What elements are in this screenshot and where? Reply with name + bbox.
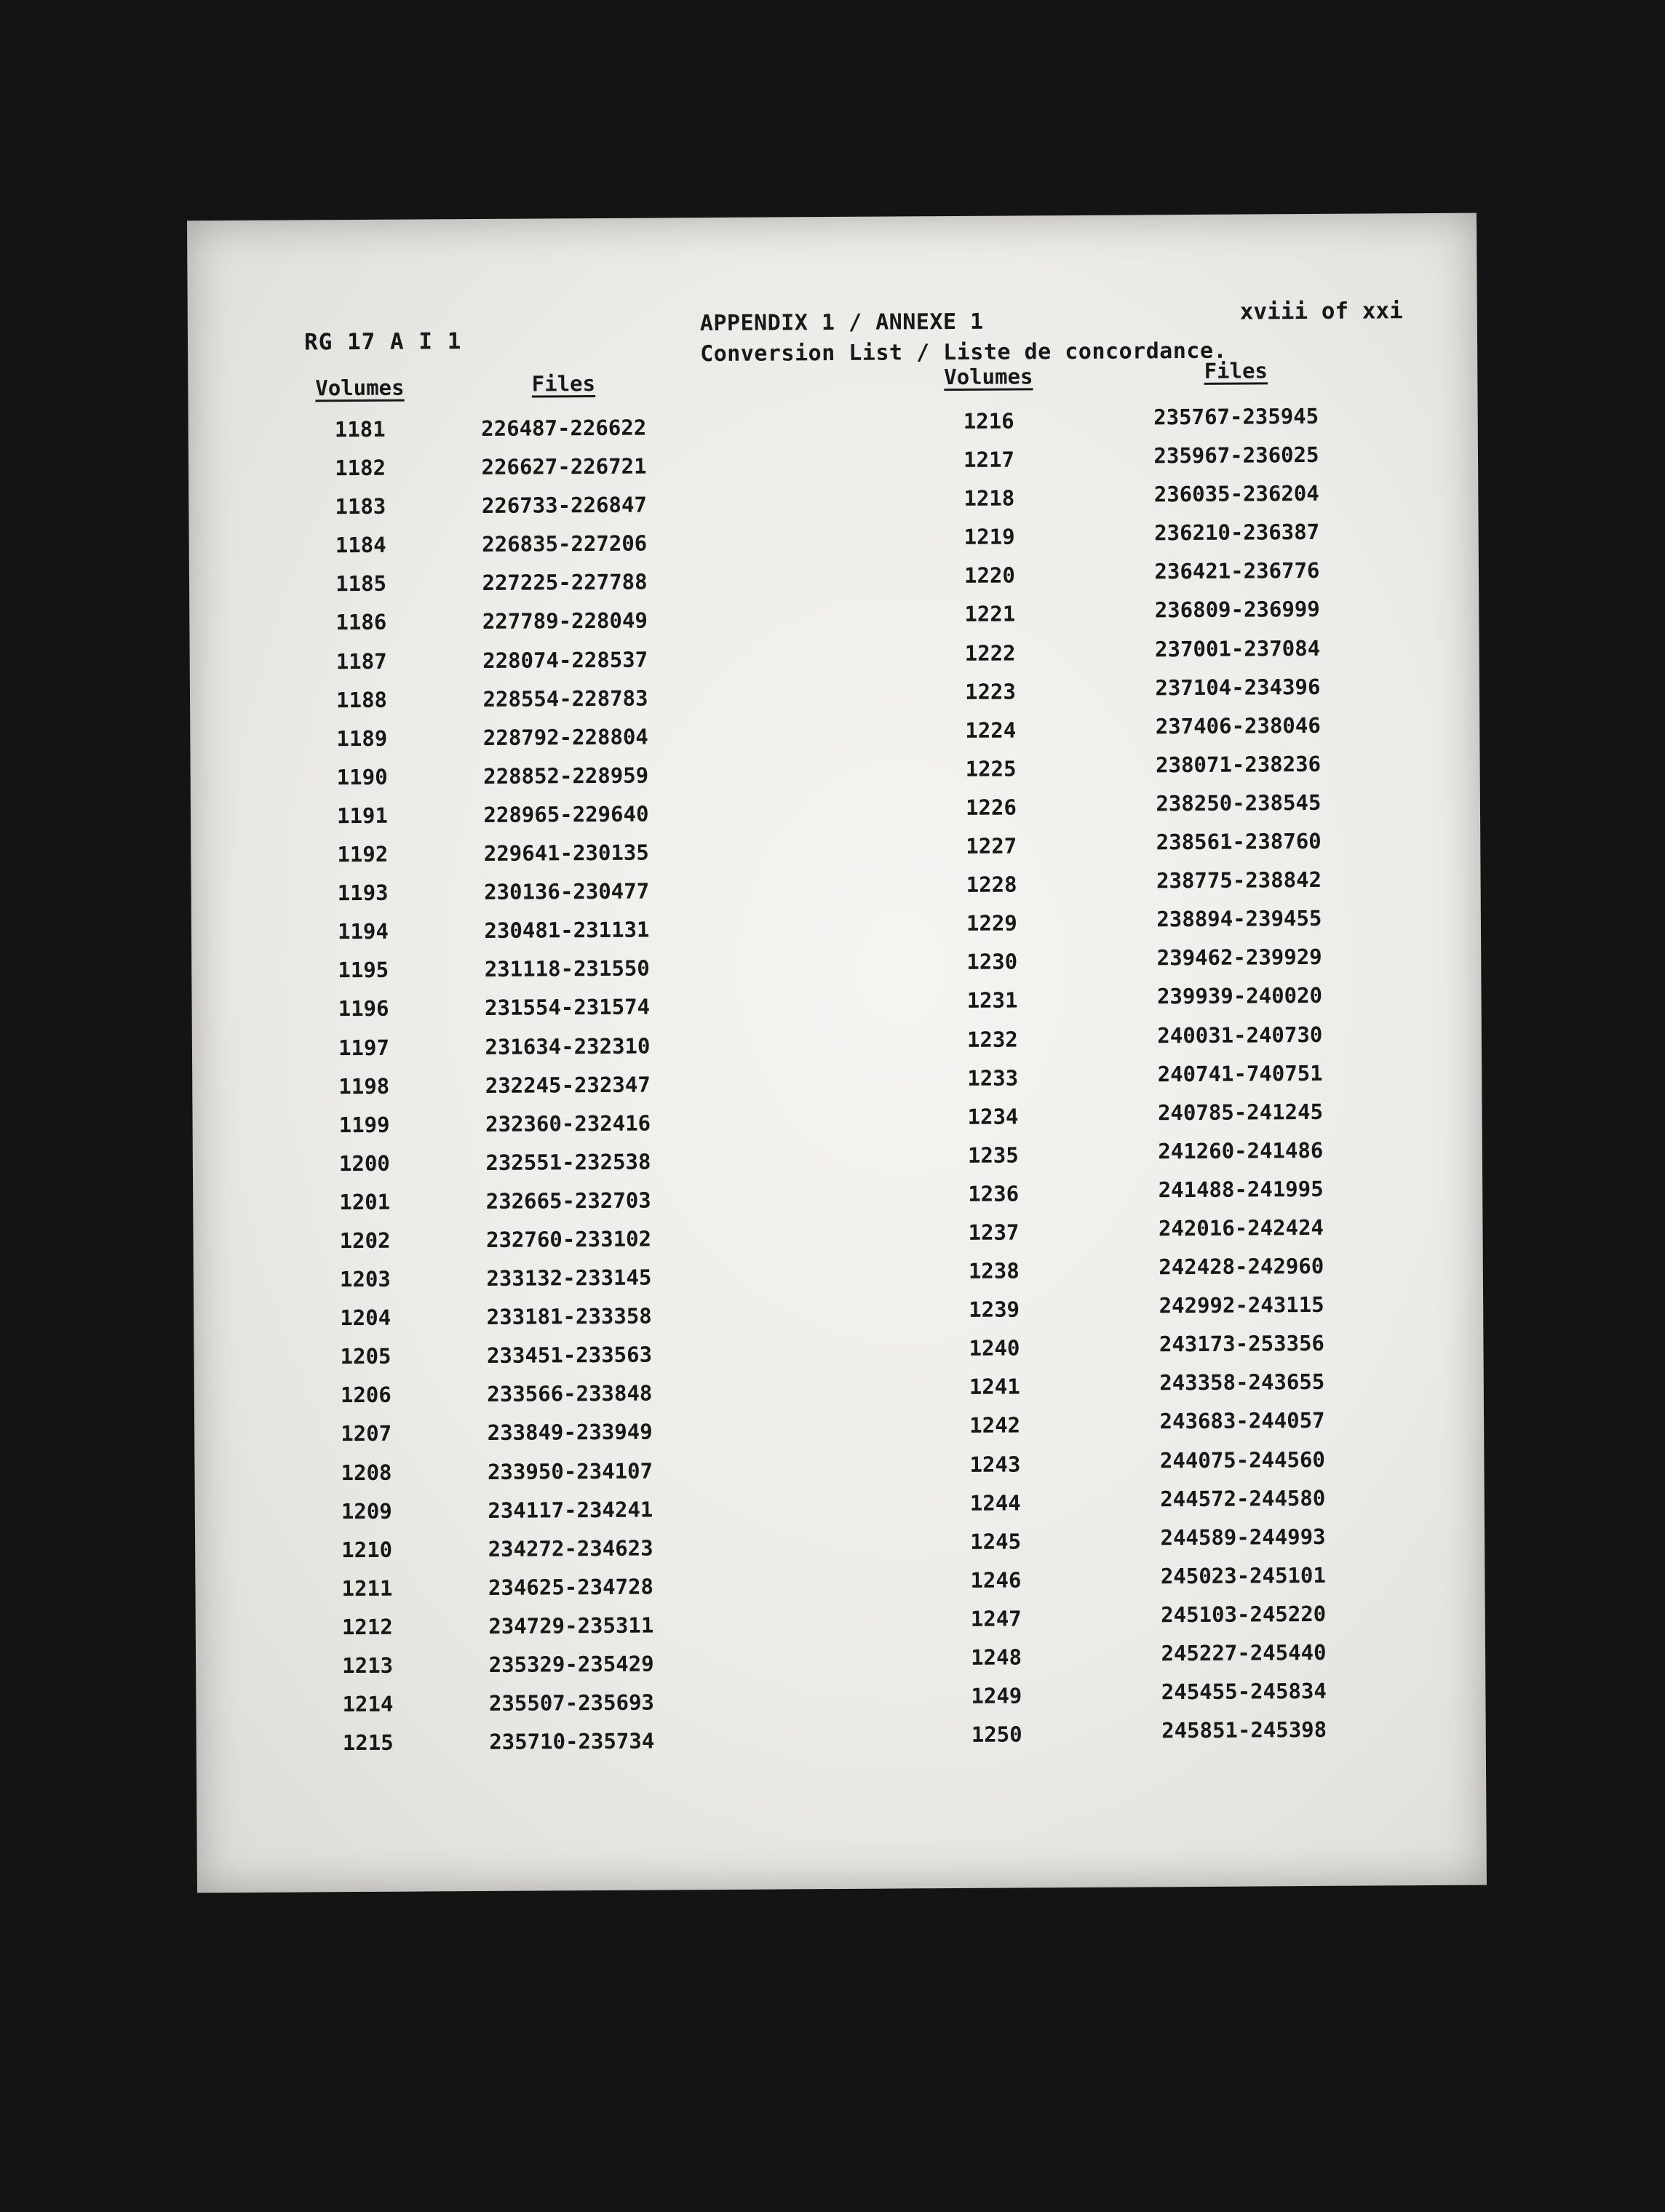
volume-number: 1215 <box>342 1730 394 1756</box>
page-number: xviii of xxi <box>1239 298 1403 325</box>
file-range: 242428-242960 <box>1159 1253 1324 1280</box>
volume-number: 1245 <box>970 1529 1022 1554</box>
file-range: 232665-232703 <box>485 1187 651 1214</box>
volume-number: 1241 <box>969 1374 1020 1400</box>
volume-number: 1231 <box>966 987 1018 1014</box>
file-range: 244589-244993 <box>1160 1524 1326 1551</box>
volume-number: 1192 <box>337 841 389 867</box>
right-volumes-column <box>938 402 1048 1754</box>
file-range: 233950-234107 <box>487 1458 653 1484</box>
file-range: 228074-228537 <box>482 647 648 673</box>
file-range: 236809-236999 <box>1154 597 1320 623</box>
volume-number: 1243 <box>969 1452 1021 1477</box>
volume-number: 1250 <box>971 1722 1022 1748</box>
volume-number: 1232 <box>966 1026 1018 1052</box>
volume-number: 1188 <box>335 687 388 712</box>
left-files-header: Files <box>531 371 596 397</box>
volume-number: 1217 <box>963 447 1015 473</box>
volume-number: 1186 <box>335 610 387 635</box>
volume-number: 1181 <box>334 416 386 442</box>
volume-number: 1248 <box>971 1644 1022 1670</box>
volume-number: 1211 <box>341 1575 393 1601</box>
volume-number: 1221 <box>964 601 1016 627</box>
file-range: 235767-235945 <box>1153 403 1319 430</box>
volume-number: 1237 <box>968 1220 1020 1245</box>
file-range: 237406-238046 <box>1155 712 1321 739</box>
volume-number: 1204 <box>340 1305 392 1331</box>
file-range: 227225-227788 <box>482 569 648 596</box>
file-range: 241260-241486 <box>1158 1137 1324 1164</box>
file-range: 237104-234396 <box>1155 674 1321 700</box>
file-range: 236421-236776 <box>1154 558 1320 584</box>
file-range: 233566-233848 <box>487 1380 653 1407</box>
file-range: 238071-238236 <box>1155 751 1322 778</box>
file-range: 228965-229640 <box>483 801 649 827</box>
volume-number: 1184 <box>335 533 386 558</box>
volume-number: 1216 <box>963 408 1014 434</box>
file-range: 233181-233358 <box>486 1303 652 1330</box>
file-range: 245227-245440 <box>1161 1639 1327 1666</box>
left-files-column <box>455 408 681 1762</box>
volume-number: 1228 <box>966 872 1017 898</box>
file-range: 226733-226847 <box>481 492 647 519</box>
volume-number: 1203 <box>339 1266 391 1292</box>
right-files-column <box>1127 397 1354 1751</box>
file-range: 237001-237084 <box>1155 635 1321 661</box>
volume-number: 1202 <box>339 1228 391 1254</box>
volume-number: 1185 <box>335 571 387 597</box>
volume-number: 1183 <box>335 493 386 520</box>
volume-number: 1187 <box>335 648 387 674</box>
volume-number: 1222 <box>964 640 1016 666</box>
file-range: 229641-230135 <box>483 840 649 866</box>
file-range: 238561-238760 <box>1156 828 1322 855</box>
file-range: 241488-241995 <box>1158 1176 1324 1203</box>
volume-number: 1207 <box>341 1421 392 1447</box>
volume-number: 1218 <box>963 485 1015 512</box>
volume-number: 1247 <box>970 1606 1022 1631</box>
volume-number: 1249 <box>971 1683 1022 1708</box>
file-range: 228554-228783 <box>482 685 648 712</box>
file-range: 234625-234728 <box>488 1574 654 1600</box>
volume-number: 1199 <box>338 1112 390 1137</box>
file-range: 228792-228804 <box>482 724 648 750</box>
volume-number: 1236 <box>968 1181 1020 1206</box>
file-range: 236035-236204 <box>1153 481 1319 507</box>
document-subtitle: Conversion List / Liste de concordance. <box>700 338 1228 367</box>
file-range: 243173-253356 <box>1159 1331 1325 1357</box>
file-range: 231118-231550 <box>484 955 650 982</box>
file-range: 240031-240730 <box>1157 1022 1323 1048</box>
right-volumes-header: Volumes <box>944 364 1033 390</box>
right-files-header: Files <box>1204 358 1268 383</box>
file-range: 226487-226622 <box>481 415 647 441</box>
file-range: 227789-228049 <box>482 608 648 634</box>
volume-number: 1209 <box>341 1498 392 1524</box>
file-range: 231554-231574 <box>485 994 651 1021</box>
volume-number: 1193 <box>337 880 389 906</box>
volume-number: 1205 <box>340 1343 392 1369</box>
file-range: 235329-235429 <box>488 1651 654 1677</box>
file-range: 233849-233949 <box>487 1419 653 1446</box>
file-range: 232360-232416 <box>485 1110 651 1137</box>
volume-number: 1197 <box>338 1035 389 1060</box>
volume-number: 1240 <box>969 1335 1020 1361</box>
volume-number: 1235 <box>967 1142 1019 1168</box>
record-group-label: RG 17 A I 1 <box>303 328 462 356</box>
file-range: 240741-740751 <box>1157 1060 1323 1086</box>
file-range: 245023-245101 <box>1160 1562 1326 1589</box>
file-range: 239462-239929 <box>1156 944 1322 971</box>
left-volumes-column <box>309 410 419 1763</box>
volume-number: 1189 <box>336 725 388 751</box>
volume-number: 1198 <box>338 1073 390 1099</box>
volume-number: 1196 <box>338 996 389 1022</box>
volume-number: 1214 <box>342 1691 394 1717</box>
file-range: 233451-233563 <box>486 1342 653 1369</box>
file-range: 245851-245398 <box>1161 1717 1327 1743</box>
volume-number: 1223 <box>964 679 1016 704</box>
file-range: 243358-243655 <box>1159 1369 1325 1396</box>
volume-number: 1230 <box>966 949 1018 975</box>
file-range: 236210-236387 <box>1154 520 1320 546</box>
volume-number: 1234 <box>967 1104 1019 1129</box>
file-range: 244572-244580 <box>1160 1485 1326 1511</box>
volume-number: 1208 <box>341 1460 392 1485</box>
volume-number: 1201 <box>339 1189 391 1215</box>
volume-number: 1220 <box>963 562 1016 589</box>
volume-number: 1210 <box>341 1537 393 1562</box>
volume-number: 1182 <box>335 455 386 481</box>
file-range: 231634-232310 <box>485 1033 651 1059</box>
volume-number: 1191 <box>336 803 389 829</box>
file-range: 234117-234241 <box>488 1497 653 1523</box>
file-range: 230481-231131 <box>484 917 650 944</box>
file-range: 232551-232538 <box>485 1149 651 1175</box>
file-range: 234272-234623 <box>488 1535 653 1561</box>
volume-number: 1238 <box>968 1258 1020 1284</box>
file-range: 245103-245220 <box>1161 1601 1327 1628</box>
file-range: 238775-238842 <box>1156 867 1322 894</box>
volume-number: 1206 <box>340 1382 392 1408</box>
appendix-title: APPENDIX 1 / ANNEXE 1 <box>699 309 984 337</box>
volume-number: 1194 <box>337 918 389 944</box>
file-range: 238894-239455 <box>1156 906 1322 932</box>
volume-number: 1244 <box>969 1490 1021 1516</box>
volume-number: 1246 <box>970 1567 1022 1593</box>
file-range: 238250-238545 <box>1156 789 1322 816</box>
volume-number: 1239 <box>969 1297 1020 1323</box>
file-range: 230136-230477 <box>484 878 650 905</box>
file-range: 232245-232347 <box>485 1072 651 1098</box>
file-range: 235967-236025 <box>1153 442 1319 469</box>
volume-number: 1190 <box>336 764 388 790</box>
file-range: 242016-242424 <box>1158 1214 1324 1241</box>
volume-number: 1219 <box>963 524 1015 550</box>
volume-number: 1229 <box>966 910 1017 936</box>
volume-number: 1212 <box>341 1614 393 1640</box>
file-range: 232760-233102 <box>485 1226 652 1252</box>
file-range: 244075-244560 <box>1159 1447 1326 1473</box>
file-range: 242992-243115 <box>1159 1292 1324 1318</box>
volume-number: 1200 <box>338 1150 390 1176</box>
file-range: 245455-245834 <box>1161 1679 1327 1705</box>
file-range: 235710-235734 <box>489 1728 655 1755</box>
volume-number: 1224 <box>965 717 1017 743</box>
file-range: 226835-227206 <box>482 530 648 557</box>
volume-number: 1242 <box>969 1412 1021 1439</box>
volume-number: 1195 <box>338 958 389 983</box>
volume-number: 1226 <box>965 795 1017 820</box>
volume-number: 1233 <box>967 1065 1019 1091</box>
document-page <box>187 213 1487 1893</box>
volume-number: 1213 <box>342 1652 394 1679</box>
file-range: 243683-244057 <box>1159 1408 1325 1434</box>
volume-number: 1227 <box>966 833 1017 859</box>
volume-number: 1225 <box>965 756 1017 781</box>
file-range: 234729-235311 <box>488 1612 654 1639</box>
file-range: 233132-233145 <box>486 1265 652 1292</box>
file-range: 228852-228959 <box>483 763 649 789</box>
file-range: 240785-241245 <box>1157 1099 1324 1125</box>
file-range: 239939-240020 <box>1156 983 1323 1009</box>
file-range: 235507-235693 <box>488 1690 655 1716</box>
file-range: 226627-226721 <box>481 453 647 480</box>
left-volumes-header: Volumes <box>315 375 405 401</box>
